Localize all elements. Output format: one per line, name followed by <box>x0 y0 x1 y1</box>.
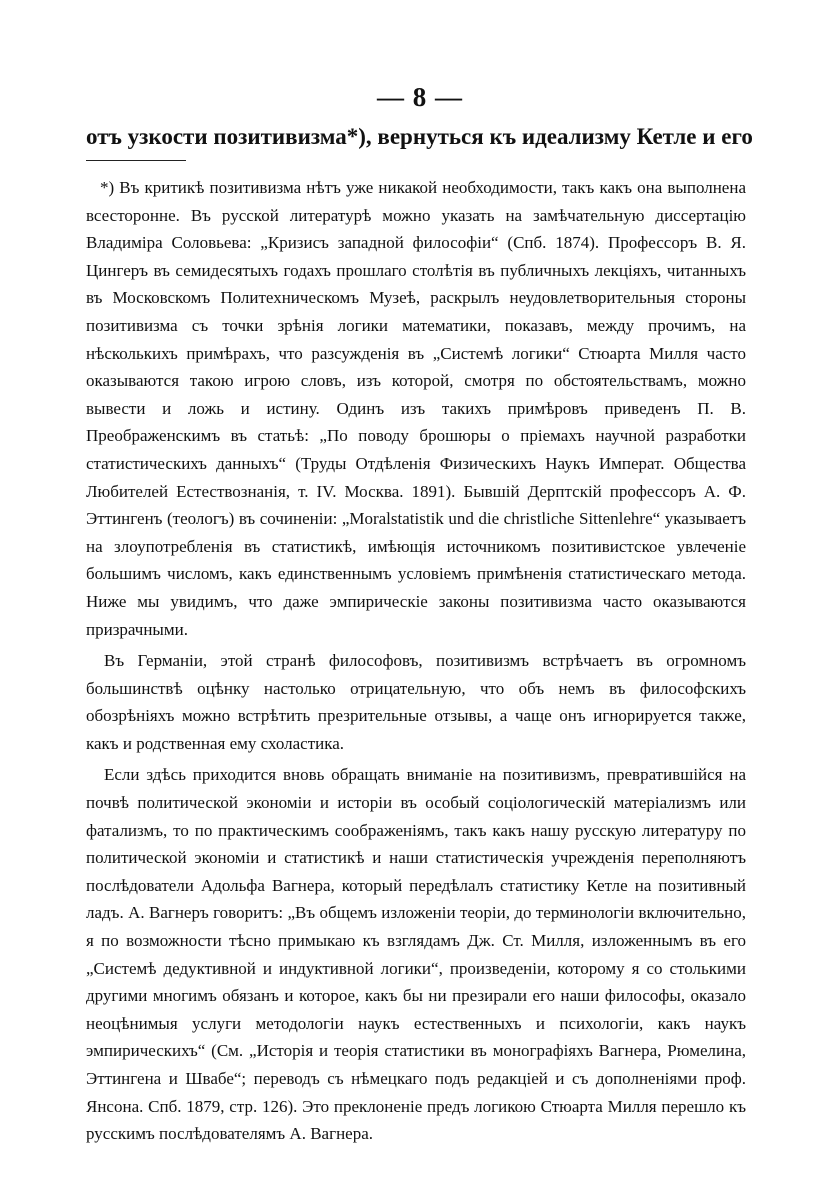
page-number: — 8 — <box>377 82 463 112</box>
main-text-line: отъ узкости позитивизма*), вернуться къ идеализму Кетле и его <box>86 124 753 149</box>
footnote-block <box>86 174 746 1148</box>
footnote-paragraph: Въ Германіи, этой странѣ философовъ, позитивизмъ встрѣчаетъ въ огромномъ большинствѣ оцѣнку настолько отрицательную, что объ немъ въ философскихъ обозрѣніяхъ можно встрѣтить презрительные отзывы, а чаще онъ игнорируется также, какъ и родственная ему схоластика. <box>86 651 746 753</box>
footnote-paragraph: *) Въ критикѣ позитивизма нѣтъ уже никакой необходимости, такъ какъ она выполнена всесторонне. Въ русской литературѣ можно указать на замѣчательную диссертацію Владиміра Соловьева: „Кризисъ западной философіи“ (Спб. 1874). Профессоръ В. Я. Цингеръ въ семидесятыхъ годахъ прошлаго столѣтія въ публичныхъ лекціяхъ, читанныхъ въ Московскомъ Политехническомъ Музеѣ, раскрылъ неудовлетворительныя стороны позитивизма съ точки зрѣнія логики математики, показавъ, между прочимъ, на нѣсколькихъ примѣрахъ, что разсужденія въ „Системѣ логики“ Стюарта Милля часто оказываются такою игрою словъ, изъ которой, смотря по обстоятельствамъ, можно вывести и ложь и истину. Одинъ изъ такихъ примѣровъ приведенъ П. В. Преображенскимъ въ статьѣ: „По поводу брошюры о пріемахъ научной разработки статистическихъ данныхъ“ (Труды Отдѣленія Физическихъ Наукъ Императ. Общества Любителей Естествознанія, т. IV. Москва. 1891). Бывшій Дерптскій профессоръ А. Ф. Эттингенъ (теологъ) въ сочиненіи: „Moralstatistik und die christliche Sittenlehre“ указываетъ на злоупотребленія въ статистикѣ, имѣющія источникомъ позитивистское увлеченіе большимъ числомъ, какъ единственнымъ условіемъ примѣненія статистическаго метода. Ниже мы увидимъ, что даже эмпирическіе законы позитивизма часто оказываются призрачными. <box>86 178 746 639</box>
footnote-divider <box>86 160 186 161</box>
footnote-paragraph: Если здѣсь приходится вновь обращать вниманіе на позитивизмъ, превратившійся на почвѣ политической экономіи и исторіи въ особый соціологическій матеріализмъ или фатализмъ, то по практическимъ соображеніямъ, такъ какъ нашу русскую литературу по политической экономіи и статистикѣ и наши статистическія учрежденія переполняютъ послѣдователи Адольфа Вагнера, который передѣлалъ статистику Кетле на позитивный ладъ. А. Вагнеръ говоритъ: „Въ общемъ изложеніи теоріи, до терминологіи включительно, я по возможности тѣсно примыкаю къ взглядамъ Дж. Ст. Милля, изложеннымъ въ его „Системѣ дедуктивной и индуктивной логики“, произведеніи, которому я со столькими другими многимъ обязанъ и которое, какъ бы ни презирали его наши философы, оказало неоцѣнимыя услуги методологіи наукъ естественныхъ и психологіи, какъ наукъ эмпирическихъ“ (См. „Исторія и теорія статистики въ монографіяхъ Вагнера, Рюмелина, Эттингена и Швабе“; переводъ съ нѣмецкаго подъ редакціей и съ дополненіями проф. Янсона. Спб. 1879, стр. 126). Это преклоненіе предъ логикою Стюарта Милля перешло къ русскимъ послѣдователямъ А. Вагнера. <box>86 765 746 1144</box>
